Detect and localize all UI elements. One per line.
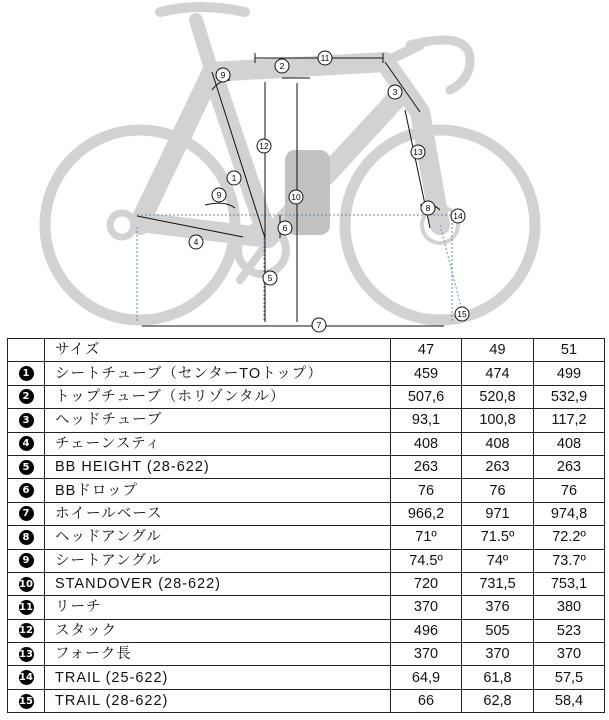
row-name: ヘッドアングル	[45, 526, 391, 549]
number-badge: 9	[19, 553, 34, 568]
row-value: 73.7º	[534, 549, 605, 572]
row-number-badge	[8, 385, 45, 408]
badge-15	[455, 307, 469, 321]
number-badge: 11	[19, 601, 33, 613]
row-value: 74º	[462, 549, 534, 572]
row-value: 974,8	[534, 502, 605, 525]
row-value: 71º	[391, 526, 462, 549]
row-name: フォーク長	[45, 643, 391, 666]
table-row	[8, 572, 605, 595]
table-row	[8, 479, 605, 502]
row-value: 499	[534, 362, 605, 385]
geometry-table	[7, 338, 605, 713]
row-number-badge	[8, 572, 45, 595]
number-badge: 14	[19, 672, 33, 684]
table-row	[8, 432, 605, 455]
row-value: 520,8	[462, 385, 534, 408]
badge-14	[451, 209, 465, 223]
row-value: 66	[391, 689, 462, 712]
row-value: 971	[462, 502, 534, 525]
number-badge: 15	[19, 695, 33, 707]
table-row	[8, 643, 605, 666]
number-badge: 13	[19, 648, 33, 660]
row-value: 76	[462, 479, 534, 502]
row-value: 370	[462, 643, 534, 666]
row-name: TRAIL (25-622)	[45, 666, 391, 689]
row-number-badge	[8, 689, 45, 712]
svg-text:11: 11	[320, 53, 330, 63]
row-value: 263	[391, 455, 462, 478]
row-name: スタック	[45, 619, 391, 642]
table-row	[8, 455, 605, 478]
row-value: 496	[391, 619, 462, 642]
svg-text:8: 8	[425, 203, 431, 213]
row-number-badge	[8, 549, 45, 572]
row-value: 61,8	[462, 666, 534, 689]
number-badge: 3	[19, 413, 34, 428]
row-name: BBドロップ	[45, 479, 391, 502]
row-value: 532,9	[534, 385, 605, 408]
row-value: 76	[391, 479, 462, 502]
row-value: 58,4	[534, 689, 605, 712]
row-value: 93,1	[391, 409, 462, 432]
row-value: 459	[391, 362, 462, 385]
row-value: 263	[462, 455, 534, 478]
row-name: BB HEIGHT (28-622)	[45, 455, 391, 478]
row-value: 370	[534, 643, 605, 666]
row-number-badge	[8, 643, 45, 666]
row-name: ホイールベース	[45, 502, 391, 525]
badge-13	[411, 145, 425, 159]
badge-2	[275, 59, 289, 73]
table-row	[8, 526, 605, 549]
row-value: 376	[462, 596, 534, 619]
table-row	[8, 596, 605, 619]
row-number-badge	[8, 479, 45, 502]
row-value: 474	[462, 362, 534, 385]
badge-10	[289, 190, 303, 204]
size-label: サイズ	[45, 339, 391, 362]
row-value: 72.2º	[534, 526, 605, 549]
row-value: 720	[391, 572, 462, 595]
row-name: リーチ	[45, 596, 391, 619]
row-value: 731,5	[462, 572, 534, 595]
table-row	[8, 689, 605, 712]
row-name: ヘッドチューブ	[45, 409, 391, 432]
row-number-badge	[8, 362, 45, 385]
size-49: 49	[462, 339, 534, 362]
row-number-badge	[8, 502, 45, 525]
row-name: トップチューブ（ホリゾンタル）	[45, 385, 391, 408]
row-number-badge	[8, 526, 45, 549]
svg-text:1: 1	[231, 173, 237, 183]
row-value: 505	[462, 619, 534, 642]
badge-5	[263, 271, 277, 285]
row-name: シートアングル	[45, 549, 391, 572]
svg-text:3: 3	[392, 87, 398, 97]
row-value: 507,6	[391, 385, 462, 408]
size-51: 51	[534, 339, 605, 362]
row-value: 117,2	[534, 409, 605, 432]
bike-geometry-diagram	[0, 0, 609, 338]
row-value: 966,2	[391, 502, 462, 525]
badge-8	[421, 201, 435, 215]
number-badge: 5	[19, 460, 34, 475]
row-value: 64,9	[391, 666, 462, 689]
row-value: 71.5º	[462, 526, 534, 549]
svg-text:14: 14	[453, 211, 463, 221]
row-number-badge	[8, 432, 45, 455]
table-row	[8, 362, 605, 385]
row-value: 753,1	[534, 572, 605, 595]
row-value: 57,5	[534, 666, 605, 689]
svg-text:9: 9	[216, 190, 222, 200]
table-row	[8, 502, 605, 525]
row-name: シートチューブ（センターTOトップ）	[45, 362, 391, 385]
badge-9-top	[216, 68, 230, 82]
number-badge: 12	[19, 625, 33, 637]
header-blank	[8, 339, 45, 362]
table-row	[8, 619, 605, 642]
row-name: TRAIL (28-622)	[45, 689, 391, 712]
number-badge: 2	[19, 389, 34, 404]
svg-text:6: 6	[282, 223, 288, 233]
badge-4	[189, 235, 203, 249]
number-badge: 7	[19, 506, 34, 521]
badge-9-mid	[212, 188, 226, 202]
row-number-badge	[8, 455, 45, 478]
row-value: 408	[534, 432, 605, 455]
svg-text:13: 13	[413, 147, 423, 157]
number-badge: 8	[19, 530, 34, 545]
row-value: 523	[534, 619, 605, 642]
number-badge: 4	[19, 436, 34, 451]
header-row	[8, 339, 605, 362]
row-number-badge	[8, 666, 45, 689]
svg-text:10: 10	[291, 192, 301, 202]
table-row	[8, 409, 605, 432]
size-47: 47	[391, 339, 462, 362]
svg-text:15: 15	[457, 309, 467, 319]
number-badge: 1	[19, 366, 34, 381]
row-number-badge	[8, 409, 45, 432]
row-value: 380	[534, 596, 605, 619]
badge-11	[318, 51, 332, 65]
table-row	[8, 385, 605, 408]
row-name: STANDOVER (28-622)	[45, 572, 391, 595]
row-value: 62,8	[462, 689, 534, 712]
row-value: 370	[391, 643, 462, 666]
badge-12	[257, 139, 271, 153]
svg-text:5: 5	[267, 273, 273, 283]
badge-3	[388, 85, 402, 99]
row-value: 408	[462, 432, 534, 455]
table-row	[8, 666, 605, 689]
row-number-badge	[8, 619, 45, 642]
row-value: 76	[534, 479, 605, 502]
svg-text:12: 12	[259, 141, 269, 151]
row-value: 74.5º	[391, 549, 462, 572]
badge-7	[312, 318, 326, 332]
badge-1	[227, 171, 241, 185]
badge-6	[278, 221, 292, 235]
number-badge: 10	[19, 578, 33, 590]
svg-text:2: 2	[279, 61, 285, 71]
row-value: 408	[391, 432, 462, 455]
row-value: 263	[534, 455, 605, 478]
svg-text:7: 7	[316, 320, 322, 330]
svg-text:4: 4	[193, 237, 199, 247]
row-number-badge	[8, 596, 45, 619]
number-badge: 6	[19, 483, 34, 498]
svg-text:9: 9	[220, 70, 226, 80]
row-name: チェーンスティ	[45, 432, 391, 455]
table-row	[8, 549, 605, 572]
row-value: 100,8	[462, 409, 534, 432]
row-value: 370	[391, 596, 462, 619]
